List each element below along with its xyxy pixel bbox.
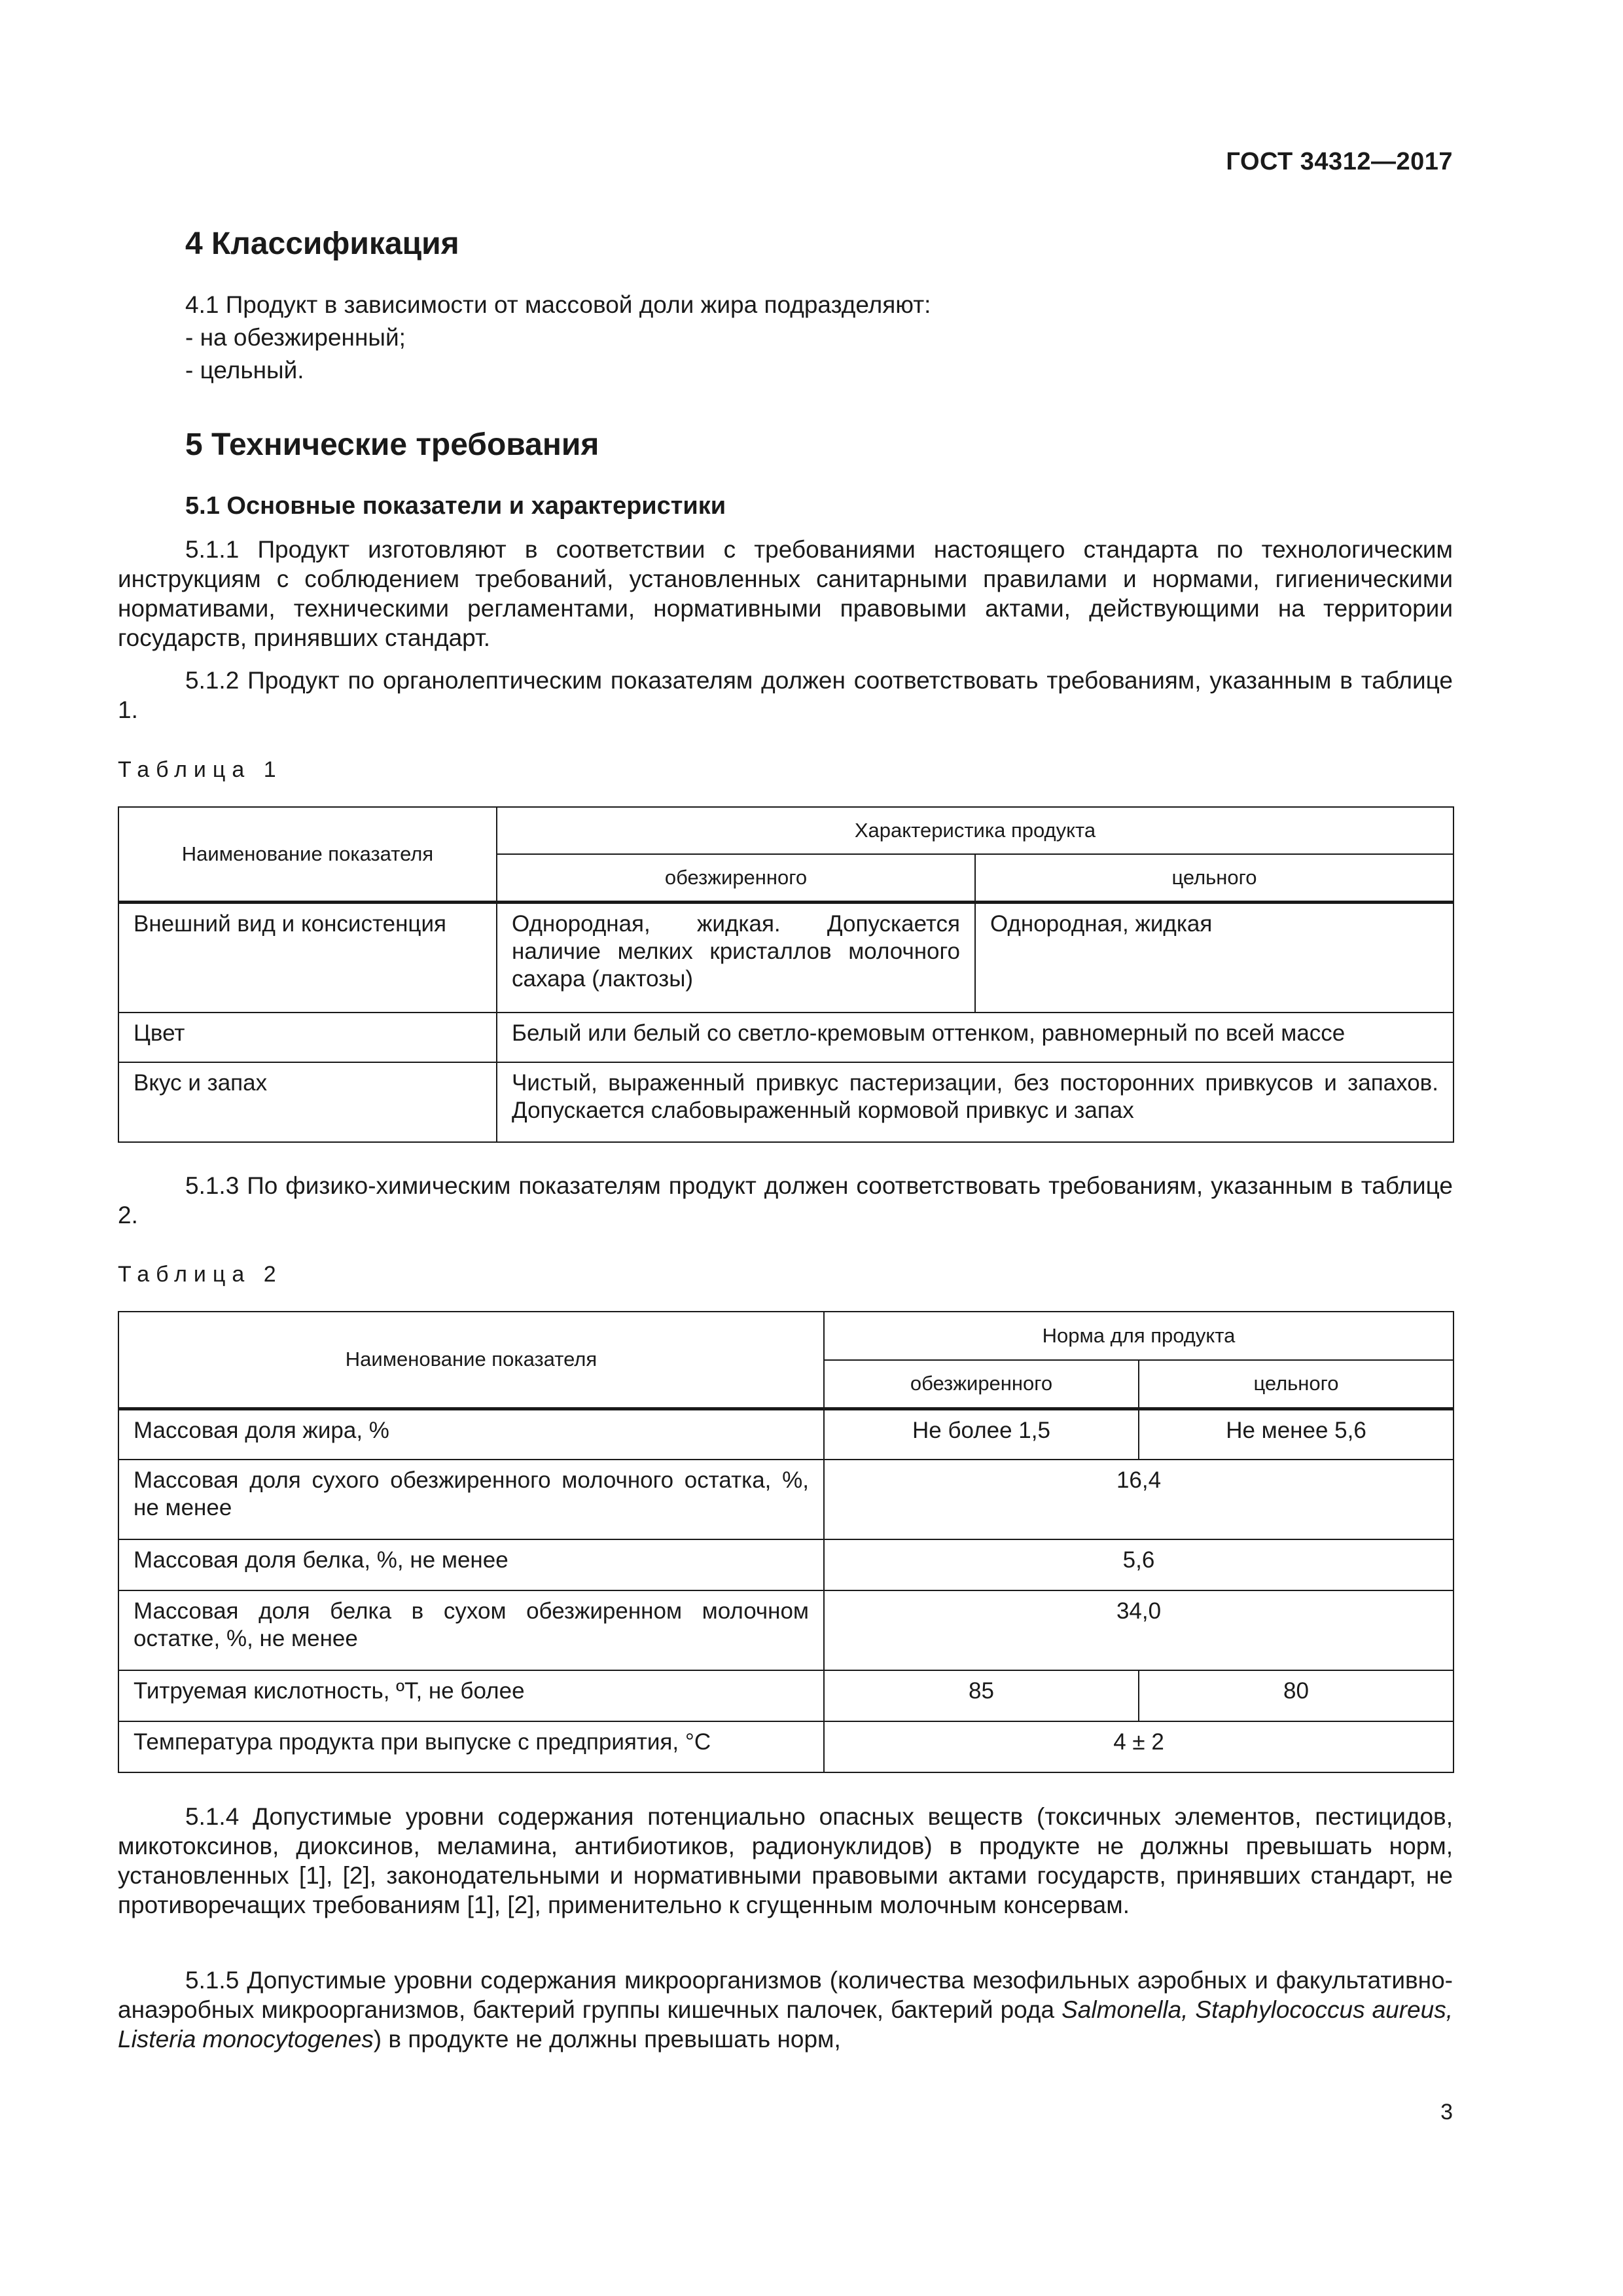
table-cell: 5,6 [824, 1539, 1454, 1590]
document-code: ГОСТ 34312—2017 [1226, 148, 1453, 175]
table-cell: Массовая доля сухого обезжиренного молочного остатка, %, не менее [118, 1460, 824, 1539]
clause-5-1-5-text-start: 5.1.5 Допустимые уровни содержания микроорганизмов (количества мезофильных аэробных и факультативно-анаэробных микроорганизмов, бактерий группы кишечных палочек, бактерий рода [118, 1967, 1453, 2023]
table-1-header-skimmed: обезжиренного [497, 854, 975, 903]
microorganism-names: Salmonella, Staphylococcus aureus, Listeria monocytogenes [118, 1996, 1453, 2053]
table-2-header-indicator: Наименование показателя [118, 1312, 824, 1408]
clause-5-1-3: 5.1.3 По физико-химическим показателям продукт должен соответствовать требованиям, указанным в таблице 2. [118, 1172, 1453, 1229]
clause-5-1-5 [118, 1965, 1453, 2054]
clause-5-1-2: 5.1.2 Продукт по органолептическим показателям должен соответствовать требованиям, указанным в таблице 1. [118, 667, 1453, 723]
table-cell: Не менее 5,6 [1139, 1408, 1454, 1460]
table-cell: Вкус и запах [118, 1062, 497, 1142]
list-item-whole: - цельный. [185, 357, 304, 384]
section-5-title: 5 Технические требования [185, 427, 599, 462]
table-row [118, 1590, 1454, 1670]
table-cell: Титруемая кислотность, ºТ, не более [118, 1670, 824, 1721]
table-2-header-group: Норма для продукта [824, 1312, 1454, 1360]
table-row [118, 1062, 1454, 1142]
table-cell: 80 [1139, 1670, 1454, 1721]
table-row [118, 1408, 1454, 1460]
table-cell: Однородная, жидкая. Допускается наличие мелких кристаллов молочного сахара (лактозы) [497, 903, 975, 1013]
table-cell: Массовая доля жира, % [118, 1408, 824, 1460]
table-row [118, 1721, 1454, 1772]
table-cell: Не более 1,5 [824, 1408, 1139, 1460]
clause-5-1-5-text-end: ) в продукте не должны превышать норм, [373, 2026, 841, 2053]
table-cell: Массовая доля белка в сухом обезжиренном молочном остатке, %, не менее [118, 1590, 824, 1670]
table-row [118, 1539, 1454, 1590]
table-cell: Чистый, выраженный привкус пастеризации, без посторонних привкусов и запахов. Допускается слабовыраженный кормовой привкус и запах [497, 1062, 1454, 1142]
subsection-5-1-title: 5.1 Основные показатели и характеристики [185, 492, 726, 520]
table-1-caption: Таблица 1 [118, 757, 283, 782]
table-cell: 34,0 [824, 1590, 1454, 1670]
table-cell: 85 [824, 1670, 1139, 1721]
table-cell: Внешний вид и консистенция [118, 903, 497, 1013]
table-1-header-whole: цельного [975, 854, 1454, 903]
page-number: 3 [1440, 2100, 1453, 2125]
table-2-header-whole: цельного [1139, 1360, 1454, 1408]
table-cell: 4 ± 2 [824, 1721, 1454, 1772]
clause-4-1: 4.1 Продукт в зависимости от массовой доли жира подразделяют: [185, 291, 931, 318]
table-2-header-skimmed: обезжиренного [824, 1360, 1139, 1408]
table-cell: Цвет [118, 1013, 497, 1062]
table-2-caption: Таблица 2 [118, 1262, 283, 1287]
table-cell: 16,4 [824, 1460, 1454, 1539]
clause-5-1-1: 5.1.1 Продукт изготовляют в соответствии с требованиями настоящего стандарта по технологическим инструкциям с соблюдением требований, установленных санитарными правилами и нормами, гигиеническими нормативами, техническими регламентами, нормативными правовыми актами, действующими на территории государств, принявших стандарт. [118, 536, 1453, 651]
list-item-skimmed: - на обезжиренный; [185, 324, 406, 351]
table-row [118, 1013, 1454, 1062]
table-cell: Белый или белый со светло-кремовым оттенком, равномерный по всей массе [497, 1013, 1454, 1062]
table-row [118, 903, 1454, 1013]
table-2 [118, 1311, 1454, 1773]
table-row [118, 1460, 1454, 1539]
section-4-title: 4 Классификация [185, 226, 459, 261]
table-row [118, 1670, 1454, 1721]
clause-5-1-4: 5.1.4 Допустимые уровни содержания потенциально опасных веществ (токсичных элементов, пестицидов, микотоксинов, диоксинов, меламина, антибиотиков, радионуклидов) в продукте не должны превышать норм, установленных [1], [2], законодательными и нормативными правовыми актами государств, принявших стандарт, не противоречащих требованиям [1], [2], применительно к сгущенным молочным консервам. [118, 1803, 1453, 1918]
table-cell: Массовая доля белка, %, не менее [118, 1539, 824, 1590]
table-cell: Однородная, жидкая [975, 903, 1454, 1013]
table-1-header-indicator: Наименование показателя [118, 807, 497, 903]
table-1-header-group: Характеристика продукта [497, 807, 1454, 854]
table-1 [118, 806, 1454, 1143]
table-cell: Температура продукта при выпуске с предприятия, °С [118, 1721, 824, 1772]
